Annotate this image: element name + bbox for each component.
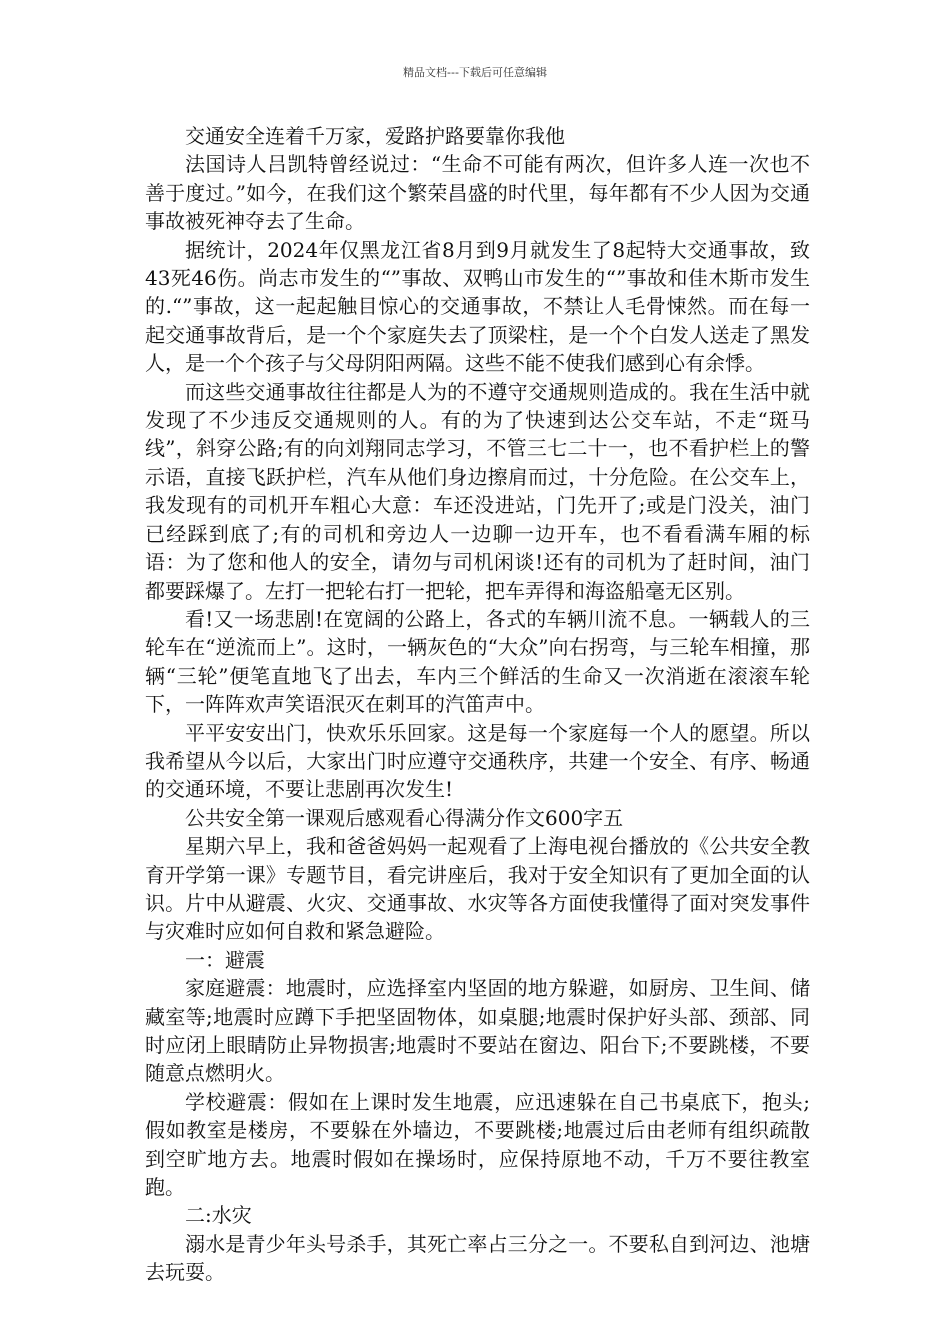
paragraph: 据统计，2024年仅黑龙江省8月到9月就发生了8起特大交通事故，致43死46伤。尚志市发生的“”事故、双鸭山市发生的“”事故和佳木斯市发生的.“”事故，这一起起触目惊心的交通事故，不禁让人毛骨悚然。而在每一起交通事故背后，是一个个家庭失去了顶梁柱，是一个个白发人送走了黑发人，是一个个孩子与父母阴阳两隔。这些不能不使我们感到心有余悸。 bbox=[145, 237, 810, 376]
paragraph: 家庭避震：地震时，应选择室内坚固的地方躲避，如厨房、卫生间、储藏室等;地震时应蹲下手把坚固物体，如桌腿;地震时保护好头部、颈部、同时应闭上眼睛防止异物损害;地震时不要站在窗边、阳台下;不要跳楼，不要随意点燃明火。 bbox=[145, 976, 810, 1086]
paragraph: 而这些交通事故往往都是人为的不遵守交通规则造成的。我在生活中就发现了不少违反交通规则的人。有的为了快速到达公交车站，不走“斑马线”，斜穿公路;有的向刘翔同志学习，不管三七二十一，也不看护栏上的警示语，直接飞跃护栏，汽车从他们身边擦肩而过，十分危险。在公交车上，我发现有的司机开车粗心大意：车还没进站，门先开了;或是门没关，油门已经踩到底了;有的司机和旁边人一边聊一边开车，也不看看满车厢的标语：为了您和他人的安全，请勿与司机闲谈!还有的司机为了赶时间，油门都要踩爆了。左打一把轮右打一把轮，把车弄得和海盗船毫无区别。 bbox=[145, 379, 810, 603]
paragraph: 溺水是青少年头号杀手，其死亡率占三分之一。不要私自到河边、池塘去玩耍。 bbox=[145, 1231, 810, 1285]
paragraph: 看!又一场悲剧!在宽阔的公路上，各式的车辆川流不息。一辆载人的三轮车在“逆流而上”。这时，一辆灰色的“大众”向右拐弯，与三轮车相撞，那辆“三轮”便笔直地飞了出去，车内三个鲜活的生命又一次消逝在滚滚车轮下，一阵阵欢声笑语泯灭在刺耳的汽笛声中。 bbox=[145, 606, 810, 717]
page-header: 精品文档---下载后可任意编辑 bbox=[403, 66, 547, 79]
subheading: 二:水灾 bbox=[185, 1203, 252, 1228]
paragraph: 平平安安出门，快欢乐乐回家。这是每一个家庭每一个人的愿望。所以我希望从今以后，大家出门时应遵守交通秩序，共建一个安全、有序、畅通的交通环境，不要让悲剧再次发生! bbox=[145, 720, 810, 802]
article-title: 交通安全连着千万家，爱路护路要靠你我他 bbox=[185, 124, 565, 148]
subheading: 一：避震 bbox=[185, 947, 265, 972]
paragraph: 法国诗人吕凯特曾经说过：“生命不可能有两次，但许多人连一次也不善于度过。”如今，在我们这个繁荣昌盛的时代里，每年都有不少人因为交通事故被死神夺去了生命。 bbox=[145, 152, 810, 234]
paragraph: 学校避震：假如在上课时发生地震，应迅速躲在自己书桌底下，抱头;假如教室是楼房，不要躲在外墙边，不要跳楼;地震过后由老师有组织疏散到空旷地方去。地震时假如在操场时，应保持原地不动，千万不要往教室跑。 bbox=[145, 1089, 810, 1200]
document-body bbox=[145, 122, 810, 1287]
section-title: 公共安全第一课观后感观看心得满分作文600字五 bbox=[185, 805, 624, 830]
paragraph: 星期六早上，我和爸爸妈妈一起观看了上海电视台播放的《公共安全教育开学第一课》专题节目，看完讲座后，我对于安全知识有了更加全面的认识。片中从避震、火灾、交通事故、水灾等各方面使我懂得了面对突发事件与灾难时应如何自救和紧急避险。 bbox=[145, 834, 810, 944]
